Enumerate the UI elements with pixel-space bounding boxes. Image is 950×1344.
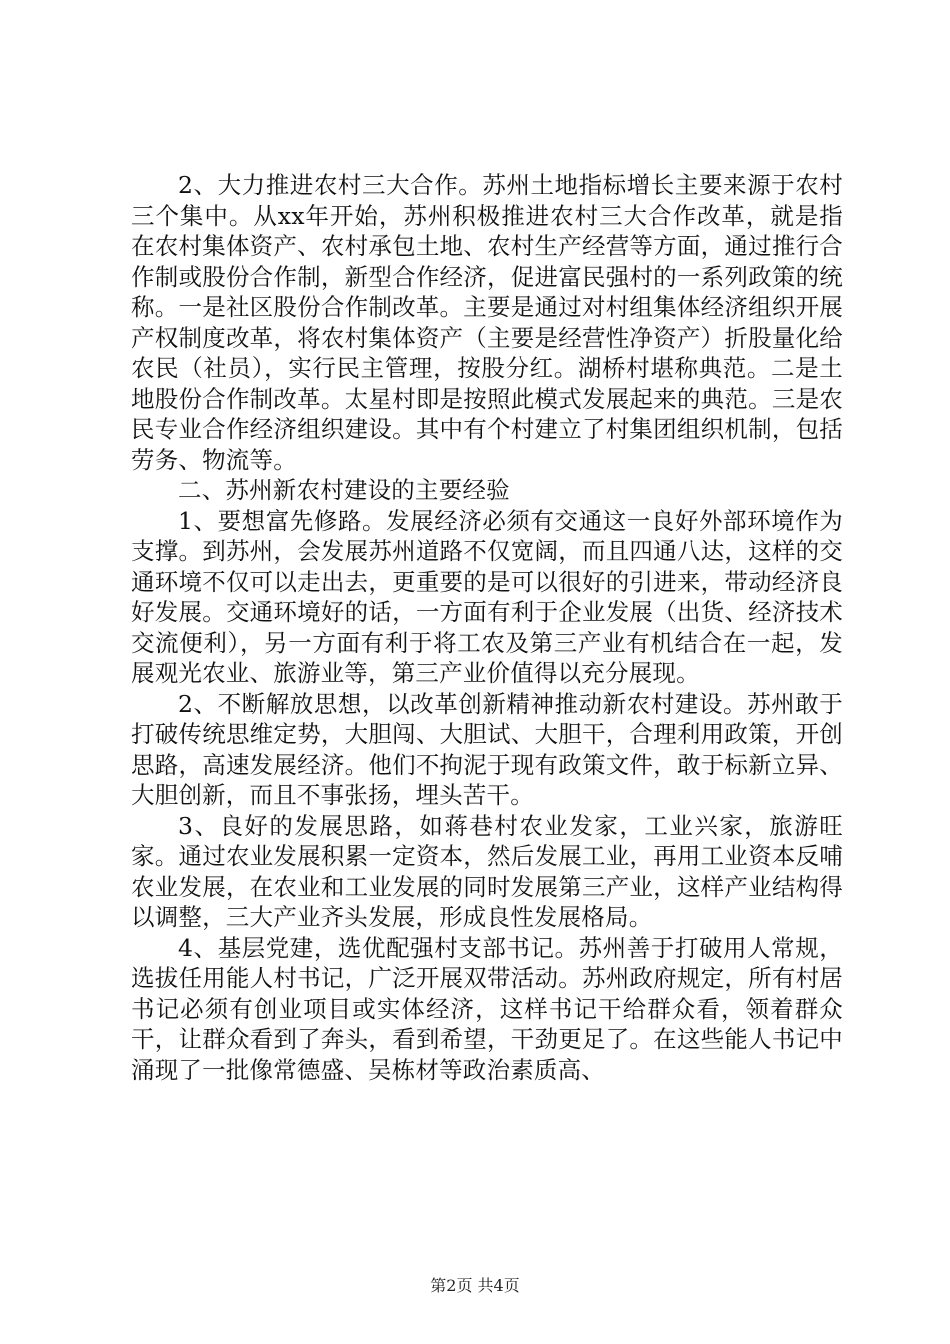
paragraph-roads: 1、要想富先修路。发展经济必须有交通这一良好外部环境作为支撑。到苏州，会发展苏州道路不仅宽阔，而且四通八达，这样的交通环境不仅可以走出去，更重要的是可以很好的引进来，带动经济良好发展。交通环境好的话，一方面有利于企业发展（出货、经济技术交流便利），另一方面有利于将工农及第三产业有机结合在一起，发展观光农业、旅游业等，第三产业价值得以充分展现。: [131, 506, 843, 687]
paragraph-three-cooperations: 2、大力推进农村三大合作。苏州土地指标增长主要来源于农村三个集中。从xx年开始，苏州积极推进农村三大合作改革，就是指在农村集体资产、农村承包土地、农村生产经营等方面，通过推行合作制或股份合作制，新型合作经济，促进富民强村的一系列政策的统称。一是社区股份合作制改革。主要是通过对村组集体经济组织开展产权制度改革，将农村集体资产（主要是经营性净资产）折股量化给农民（社员），实行民主管理，按股分红。湖桥村堪称典范。二是土地股份合作制改革。太星村即是按照此模式发展起来的典范。三是农民专业合作经济组织建设。其中有个村建立了村集团组织机制，包括劳务、物流等。: [131, 171, 843, 474]
document-body: [131, 170, 843, 1085]
paragraph-development-ideas: 3、良好的发展思路，如蒋巷村农业发家，工业兴家，旅游旺家。通过农业发展积累一定资本，然后发展工业，再用工业资本反哺农业发展，在农业和工业发展的同时发展第三产业，这样产业结构得以调整，三大产业齐头发展，形成良性发展格局。: [131, 811, 843, 931]
paragraph-emancipate-mind: 2、不断解放思想，以改革创新精神推动新农村建设。苏州敢于打破传统思维定势，大胆闯、大胆试、大胆干，合理利用政策，开创思路，高速发展经济。他们不拘泥于现有政策文件，敢于标新立异、大胆创新，而且不事张扬，埋头苦干。: [131, 689, 843, 809]
paragraph-party-building: 4、基层党建，选优配强村支部书记。苏州善于打破用人常规，选拔任用能人村书记，广泛开展双带活动。苏州政府规定，所有村居书记必须有创业项目或实体经济，这样书记干给群众看，领着群众干，让群众看到了奔头，看到希望，干劲更足了。在这些能人书记中涌现了一批像常德盛、吴栋材等政治素质高、: [131, 933, 843, 1084]
page-footer: 第2页 共4页: [430, 1276, 520, 1295]
section-heading-main-experience: 二、苏州新农村建设的主要经验: [178, 476, 510, 504]
